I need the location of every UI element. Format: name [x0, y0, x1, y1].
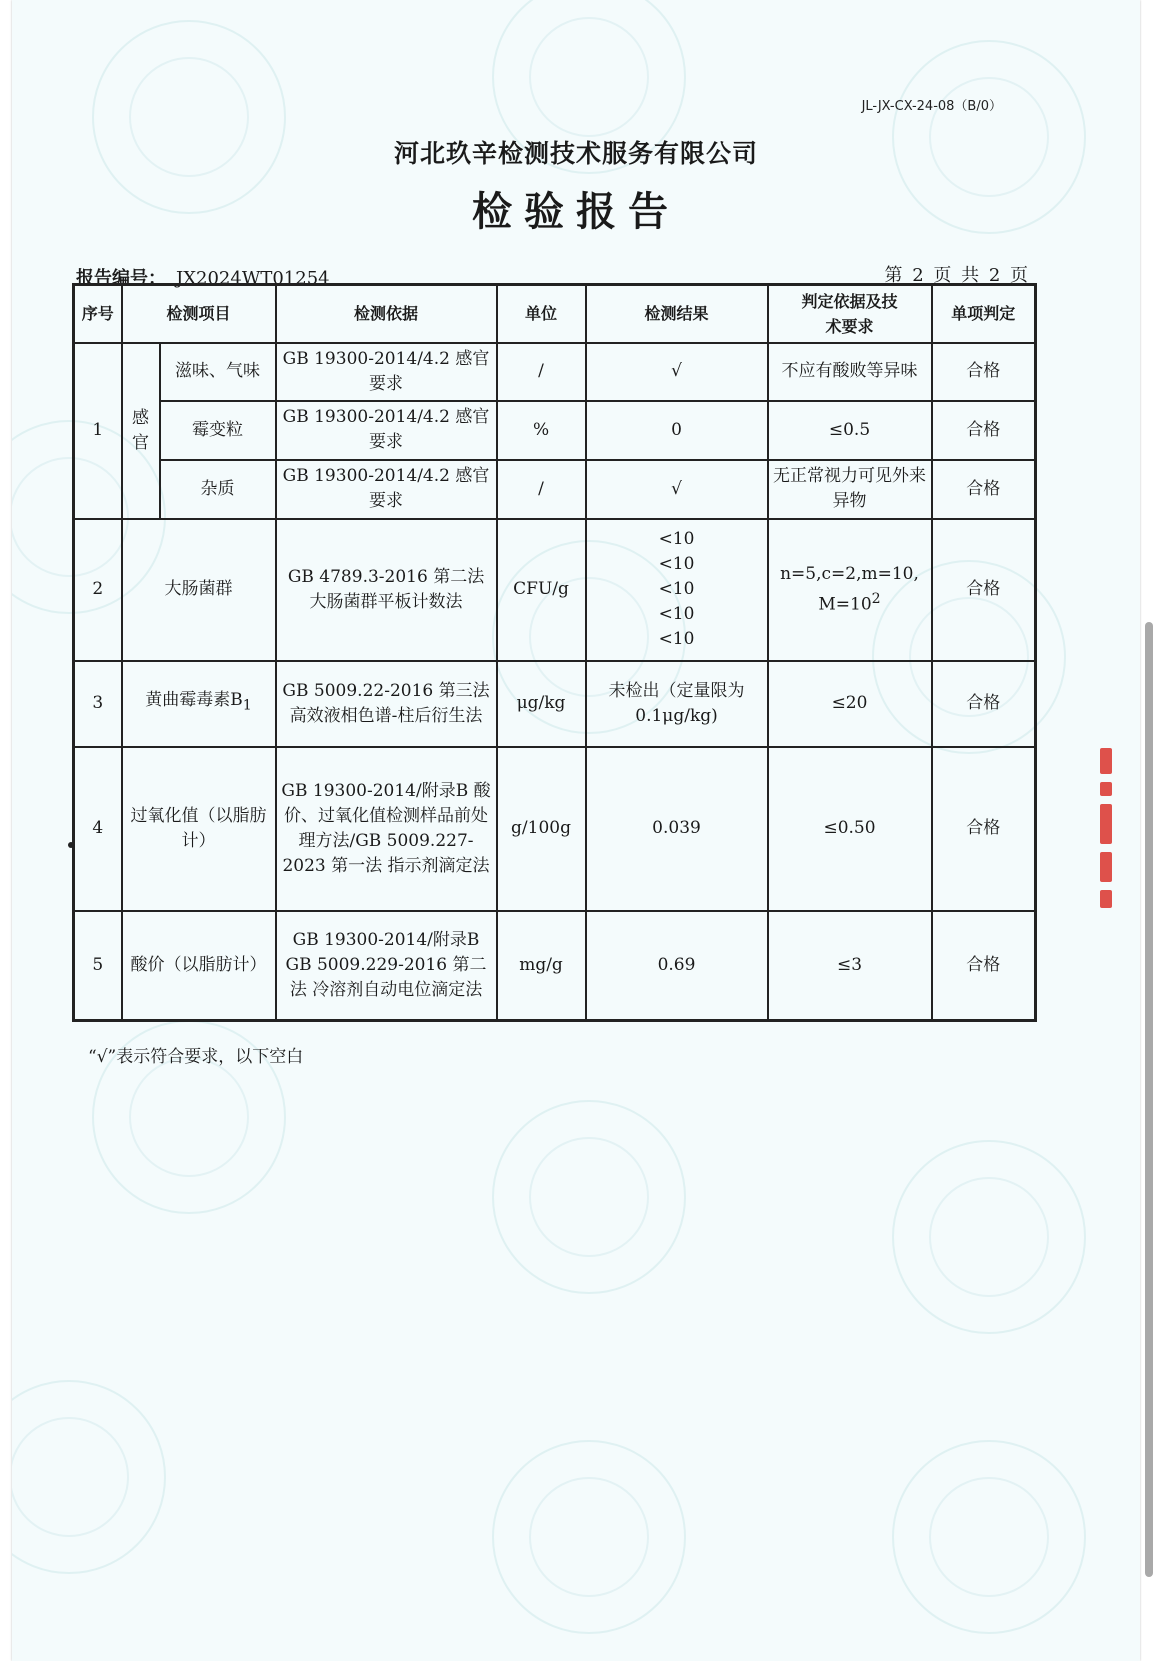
row-seq: 1 — [74, 343, 122, 519]
red-seal-stamp-edge — [1100, 748, 1114, 938]
row-item: 杂质 — [160, 460, 276, 519]
page-indicator: 第 2 页 共 2 页 — [884, 265, 1030, 286]
result-line: <10 — [658, 529, 695, 549]
header-requirement: 判定依据及技术要求 — [768, 285, 932, 343]
row-result: √ — [586, 460, 768, 519]
watermark-logo — [892, 1140, 1086, 1334]
result-line: <10 — [658, 604, 695, 624]
watermark-logo — [492, 1440, 686, 1634]
table-row — [74, 661, 1036, 747]
row-requirement: ≤3 — [768, 911, 932, 1021]
row-unit: / — [497, 343, 586, 401]
row-result: 0 — [586, 401, 768, 460]
row-basis: GB 19300-2014/附录B GB 5009.229-2016 第二法 冷溶剂自动电位滴定法 — [276, 911, 497, 1021]
row-requirement — [768, 519, 932, 661]
row-result: 未检出（定量限为0.1μg/kg) — [586, 661, 768, 747]
report-number-label: 报告编号： — [76, 268, 166, 289]
row-result: 0.039 — [586, 747, 768, 911]
row-unit: CFU/g — [497, 519, 586, 661]
requirement-line: n=5,c=2,m=10, — [780, 563, 919, 584]
row-verdict: 合格 — [932, 343, 1036, 401]
requirement-line — [773, 587, 927, 618]
row-unit: / — [497, 460, 586, 519]
row-requirement: 无正常视力可见外来异物 — [768, 460, 932, 519]
row-seq: 3 — [74, 661, 122, 747]
requirement-base: M=10 — [818, 594, 872, 615]
row-basis: GB 4789.3-2016 第二法 大肠菌群平板计数法 — [276, 519, 497, 661]
header-seq: 序号 — [74, 285, 122, 343]
watermark-logo — [492, 1100, 686, 1294]
scrollbar-thumb[interactable] — [1145, 622, 1153, 1577]
row-basis: GB 5009.22-2016 第三法 高效液相色谱-柱后衍生法 — [276, 661, 497, 747]
row-unit: % — [497, 401, 586, 460]
header-item: 检测项目 — [122, 285, 276, 343]
row-requirement: 不应有酸败等异味 — [768, 343, 932, 401]
table-row — [74, 401, 1036, 460]
row-verdict: 合格 — [932, 460, 1036, 519]
row-unit: g/100g — [497, 747, 586, 911]
row-seq: 2 — [74, 519, 122, 661]
document-code: JL-JX-CX-24-08（B/0） — [861, 99, 1002, 114]
header-basis: 检测依据 — [276, 285, 497, 343]
result-line: <10 — [658, 554, 695, 574]
row-item — [122, 661, 276, 747]
result-line: <10 — [658, 579, 695, 599]
row-verdict: 合格 — [932, 519, 1036, 661]
header-verdict: 单项判定 — [932, 285, 1036, 343]
row-item: 大肠菌群 — [122, 519, 276, 661]
row-verdict: 合格 — [932, 747, 1036, 911]
row-requirement: ≤20 — [768, 661, 932, 747]
row-item-subscript: 1 — [242, 697, 252, 714]
row-group-label: 感官 — [122, 343, 160, 519]
row-result: √ — [586, 343, 768, 401]
row-basis: GB 19300-2014/附录B 酸价、过氧化值检测样品前处理方法/GB 5009.227-2023 第一法 指示剂滴定法 — [276, 747, 497, 911]
row-requirement: ≤0.5 — [768, 401, 932, 460]
row-item-text: 黄曲霉毒素B — [145, 690, 243, 711]
row-verdict: 合格 — [932, 401, 1036, 460]
row-verdict: 合格 — [932, 661, 1036, 747]
row-basis: GB 19300-2014/4.2 感官要求 — [276, 401, 497, 460]
table-row — [74, 911, 1036, 1021]
row-basis: GB 19300-2014/4.2 感官要求 — [276, 460, 497, 519]
table-row — [74, 343, 1036, 401]
row-item: 霉变粒 — [160, 401, 276, 460]
inspection-table — [72, 283, 1037, 1022]
watermark-logo — [892, 1440, 1086, 1634]
row-result: 0.69 — [586, 911, 768, 1021]
row-result — [586, 519, 768, 661]
row-basis: GB 19300-2014/4.2 感官要求 — [276, 343, 497, 401]
row-unit: μg/kg — [497, 661, 586, 747]
report-page — [12, 0, 1140, 1661]
table-row — [74, 460, 1036, 519]
header-result: 检测结果 — [586, 285, 768, 343]
row-requirement: ≤0.50 — [768, 747, 932, 911]
watermark-logo — [12, 1380, 166, 1574]
result-line: <10 — [658, 629, 695, 649]
row-seq: 4 — [74, 747, 122, 911]
row-seq: 5 — [74, 911, 122, 1021]
row-item: 酸价（以脂肪计） — [122, 911, 276, 1021]
row-item: 滋味、气味 — [160, 343, 276, 401]
row-verdict: 合格 — [932, 911, 1036, 1021]
company-name: 河北玖辛检测技术服务有限公司 — [393, 139, 758, 168]
report-title: 检验报告 — [472, 189, 680, 235]
footnote: “√”表示符合要求，以下空白 — [88, 1047, 304, 1067]
row-unit: mg/g — [497, 911, 586, 1021]
report-number-value: JX2024WT01254 — [176, 268, 330, 289]
table-header-row — [74, 285, 1036, 343]
header-unit: 单位 — [497, 285, 586, 343]
table-row — [74, 519, 1036, 661]
row-item: 过氧化值（以脂肪计） — [122, 747, 276, 911]
table-row — [74, 747, 1036, 911]
requirement-exponent: 2 — [871, 590, 881, 607]
